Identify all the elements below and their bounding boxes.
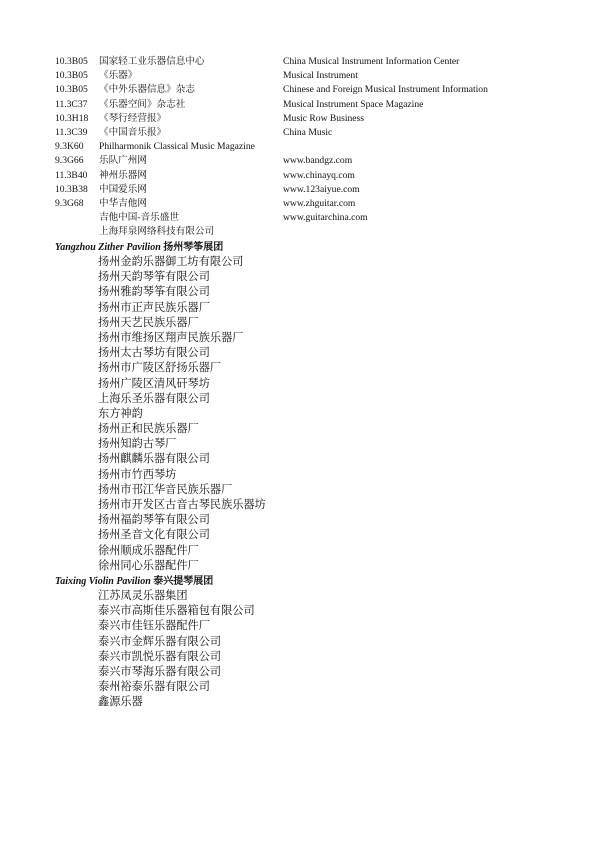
booth-number: 9.3K60 — [55, 141, 84, 153]
list-item: 扬州市维扬区翔声民族乐器厂 — [98, 331, 244, 344]
exhibitor-name-cn: 乐队广州网 — [99, 155, 147, 167]
list-item: 扬州市开发区古音古琴民族乐器坊 — [98, 499, 266, 511]
exhibitor-name-cn: 国家轻工业乐器信息中心 — [99, 56, 205, 67]
list-item: 扬州金韵乐器御工坊有限公司 — [98, 256, 244, 268]
list-item: 泰兴市金辉乐器有限公司 — [98, 635, 222, 648]
pavilion-member-list — [55, 255, 575, 574]
yangzhou-pavilion-section — [55, 240, 575, 574]
exhibitor-row — [55, 225, 575, 239]
exhibitor-row — [55, 126, 575, 140]
list-item: 扬州天韵琴筝有限公司 — [98, 271, 210, 284]
exhibitor-row — [55, 98, 575, 112]
exhibitor-name-cn: 《琴行经营报》 — [99, 112, 167, 124]
pavilion-title-en: Taixing Violin Pavilion — [55, 576, 151, 587]
list-item: 泰州裕泰乐器有限公司 — [98, 681, 210, 694]
list-item: 扬州知韵古琴厂 — [98, 438, 177, 451]
list-item: 扬州太古琴坊有限公司 — [98, 347, 210, 360]
list-item: 扬州天艺民族乐器厂 — [98, 316, 199, 329]
exhibitor-name-en: Musical Instrument Space Magazine — [283, 98, 424, 110]
booth-number: 10.3B38 — [55, 183, 88, 195]
exhibitor-row — [55, 83, 575, 97]
list-item: 泰兴市琴海乐器有限公司 — [98, 665, 222, 678]
booth-number: 10.3B05 — [55, 56, 88, 67]
booth-number: 9.3G68 — [55, 197, 84, 209]
exhibitor-name-en: Music Row Business — [283, 112, 365, 124]
booth-number: 11.3C39 — [55, 126, 88, 138]
pavilion-heading — [55, 240, 575, 255]
list-item: 江苏凤灵乐器集团 — [98, 590, 188, 602]
list-item: 扬州市广陵区舒扬乐器厂 — [98, 362, 222, 375]
exhibitor-website: www.chinayq.com — [283, 169, 355, 181]
list-item: 泰兴市凯悦乐器有限公司 — [98, 650, 222, 663]
exhibitor-name-en: China Music — [283, 126, 333, 138]
exhibitor-name-cn: 中国爱乐网 — [99, 183, 147, 195]
booth-number: 10.3B05 — [55, 84, 88, 96]
list-item: 扬州正和民族乐器厂 — [98, 423, 199, 436]
exhibitor-name-cn: 《乐器》 — [99, 70, 138, 82]
taixing-pavilion-section — [55, 574, 575, 711]
list-item: 徐州同心乐器配件厂 — [98, 559, 199, 572]
exhibitor-row — [55, 197, 575, 211]
pavilion-member-list — [55, 589, 575, 711]
pavilion-title-en: Yangzhou Zither Pavilion — [55, 242, 161, 253]
list-item: 上海乐圣乐器有限公司 — [98, 392, 210, 405]
exhibitor-name: Philharmonik Classical Music Magazine — [99, 141, 255, 153]
exhibitor-row — [55, 140, 575, 154]
list-item: 鑫源乐器 — [98, 696, 143, 709]
exhibitor-name-cn: 吉他中国-音乐盛世 — [99, 212, 179, 224]
booth-number: 10.3B05 — [55, 70, 88, 82]
pavilion-title-cn: 扬州琴筝展团 — [163, 242, 224, 253]
exhibitor-row — [55, 211, 575, 225]
list-item: 东方神韵 — [98, 407, 143, 420]
list-item: 扬州市竹西琴坊 — [98, 468, 177, 481]
list-item: 扬州雅韵琴筝有限公司 — [98, 286, 210, 299]
exhibitor-name-en: China Musical Instrument Information Center — [283, 56, 460, 67]
exhibitor-name-cn: 上海拜泉网络科技有限公司 — [99, 226, 215, 238]
list-item: 徐州顺成乐器配件厂 — [98, 544, 199, 557]
exhibitor-name-en: Musical Instrument — [283, 70, 358, 82]
list-item: 扬州广陵区清风矸琴坊 — [98, 377, 210, 390]
list-item: 扬州福韵琴筝有限公司 — [98, 514, 210, 527]
booth-number: 11.3C37 — [55, 98, 88, 110]
list-item: 扬州市邗江华音民族乐器厂 — [98, 483, 233, 496]
list-item: 扬州圣音文化有限公司 — [98, 529, 210, 542]
booth-number: 11.3B40 — [55, 169, 88, 181]
exhibitor-row — [55, 55, 575, 69]
exhibitor-website: www.bandgz.com — [283, 155, 353, 167]
exhibitor-row — [55, 154, 575, 168]
exhibitor-name-cn: 《中外乐器信息》杂志 — [99, 84, 195, 96]
exhibitor-row — [55, 112, 575, 126]
pavilion-title-cn: 泰兴提琴展团 — [153, 576, 214, 587]
exhibitor-name-cn: 《乐器空间》杂志社 — [99, 98, 186, 110]
exhibitor-row — [55, 183, 575, 197]
exhibitor-website: www.123aiyue.com — [283, 183, 360, 195]
booth-number: 9.3G66 — [55, 155, 84, 167]
list-item: 扬州市正声民族乐器厂 — [98, 301, 210, 314]
list-item: 扬州麒麟乐器有限公司 — [98, 453, 210, 466]
exhibitor-row — [55, 69, 575, 83]
list-item: 泰兴市佳钰乐器配件厂 — [98, 620, 210, 633]
booth-number: 10.3H18 — [55, 112, 89, 124]
exhibitor-name-cn: 中华吉他网 — [99, 197, 147, 209]
pavilion-heading — [55, 574, 575, 589]
exhibitor-website: www.guitarchina.com — [283, 212, 368, 224]
exhibitor-name-cn: 神州乐器网 — [99, 169, 147, 181]
exhibitor-name-cn: 《中国音乐报》 — [99, 126, 167, 138]
exhibitor-row — [55, 169, 575, 183]
exhibitor-website: www.zhguitar.com — [283, 197, 356, 209]
exhibitor-table — [55, 55, 575, 239]
exhibitor-name-en: Chinese and Foreign Musical Instrument Information — [283, 84, 488, 96]
list-item: 泰兴市高斯佳乐器箱包有限公司 — [98, 605, 255, 618]
